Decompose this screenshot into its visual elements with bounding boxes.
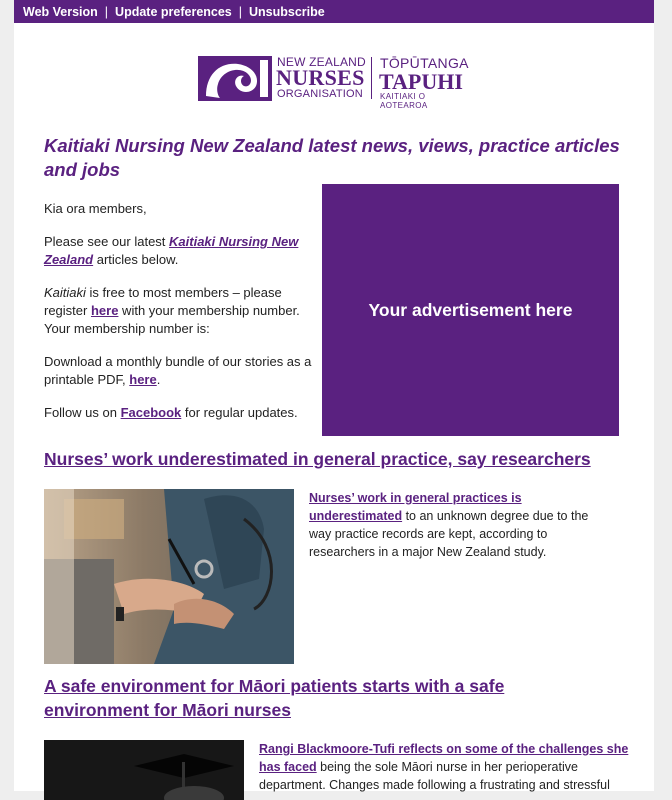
- intro-paragraph: [44, 233, 312, 269]
- logo-text-tapuhi: TAPUHI: [379, 69, 463, 94]
- article-2-title[interactable]: A safe environment for Māori patients starts with a safe environment for Māori nurses: [44, 676, 505, 720]
- logo-divider: [371, 57, 372, 99]
- text: Download a monthly bundle of our stories as a printable PDF,: [44, 354, 312, 387]
- advertisement-block[interactable]: [322, 184, 619, 436]
- article-1-lead-link[interactable]: Nurses’ work in general practices is underestimated: [309, 491, 522, 523]
- text: to an unknown degree due to the way practice records are kept, according to researchers in a major New Zealand study.: [309, 509, 589, 559]
- register-paragraph: [44, 284, 312, 338]
- text: Please see our latest: [44, 234, 170, 249]
- facebook-link[interactable]: Facebook: [120, 405, 182, 420]
- text: .: [156, 372, 161, 387]
- nzno-logo[interactable]: [198, 54, 473, 110]
- update-preferences-link[interactable]: Update preferences: [115, 4, 232, 19]
- article-1-title[interactable]: Nurses’ work underestimated in general practice, say researchers: [44, 449, 591, 469]
- register-here-link[interactable]: here: [90, 303, 119, 318]
- text: is free to most members – please register: [44, 285, 282, 318]
- download-paragraph: [44, 353, 312, 389]
- advertisement-label: Your advertisement here: [368, 299, 573, 320]
- unsubscribe-link[interactable]: Unsubscribe: [249, 4, 325, 19]
- article-2-lead-link[interactable]: Rangi Blackmoore-Tufi reflects on some of the challenges she has faced: [259, 742, 629, 774]
- text: being the sole Māori nurse in her perioperative department. Changes made following a frustrating and stressful: [259, 760, 610, 792]
- web-version-link[interactable]: Web Version: [23, 4, 98, 19]
- text: articles below.: [93, 252, 179, 267]
- follow-paragraph: [44, 404, 312, 422]
- article-2-summary: [259, 740, 629, 794]
- article-1-image[interactable]: [44, 489, 294, 664]
- greeting: Kia ora members,: [44, 201, 147, 216]
- newsletter-headline: Kaitiaki Nursing New Zealand latest news, views, practice articles and jobs: [44, 135, 620, 180]
- text: Follow us on: [44, 405, 121, 420]
- logo-text-topotanga: TŌPŪTANGA: [380, 55, 469, 71]
- kaitiaki-articles-link[interactable]: Kaitiaki Nursing New Zealand: [44, 234, 299, 267]
- article-1-summary: [309, 489, 611, 561]
- pdf-here-link[interactable]: here: [129, 372, 157, 387]
- article-2-image[interactable]: [44, 740, 244, 800]
- logo-text-organisation: ORGANISATION: [277, 88, 363, 100]
- top-link-bar: [14, 0, 654, 23]
- text: for regular updates.: [181, 405, 298, 420]
- logo-text-new-zealand: NEW ZEALAND: [277, 55, 366, 69]
- logo-text-nurses: NURSES: [276, 65, 365, 90]
- text: Kaitiaki: [44, 285, 86, 300]
- koru-logo-icon: [198, 56, 272, 101]
- intro-text: [44, 200, 312, 437]
- logo-text-kaitiaki: KAITIAKI O AOTEAROA: [380, 92, 428, 110]
- separator: |: [104, 4, 109, 19]
- separator: |: [238, 4, 243, 19]
- text: with your membership number. Your membership number is:: [44, 303, 300, 336]
